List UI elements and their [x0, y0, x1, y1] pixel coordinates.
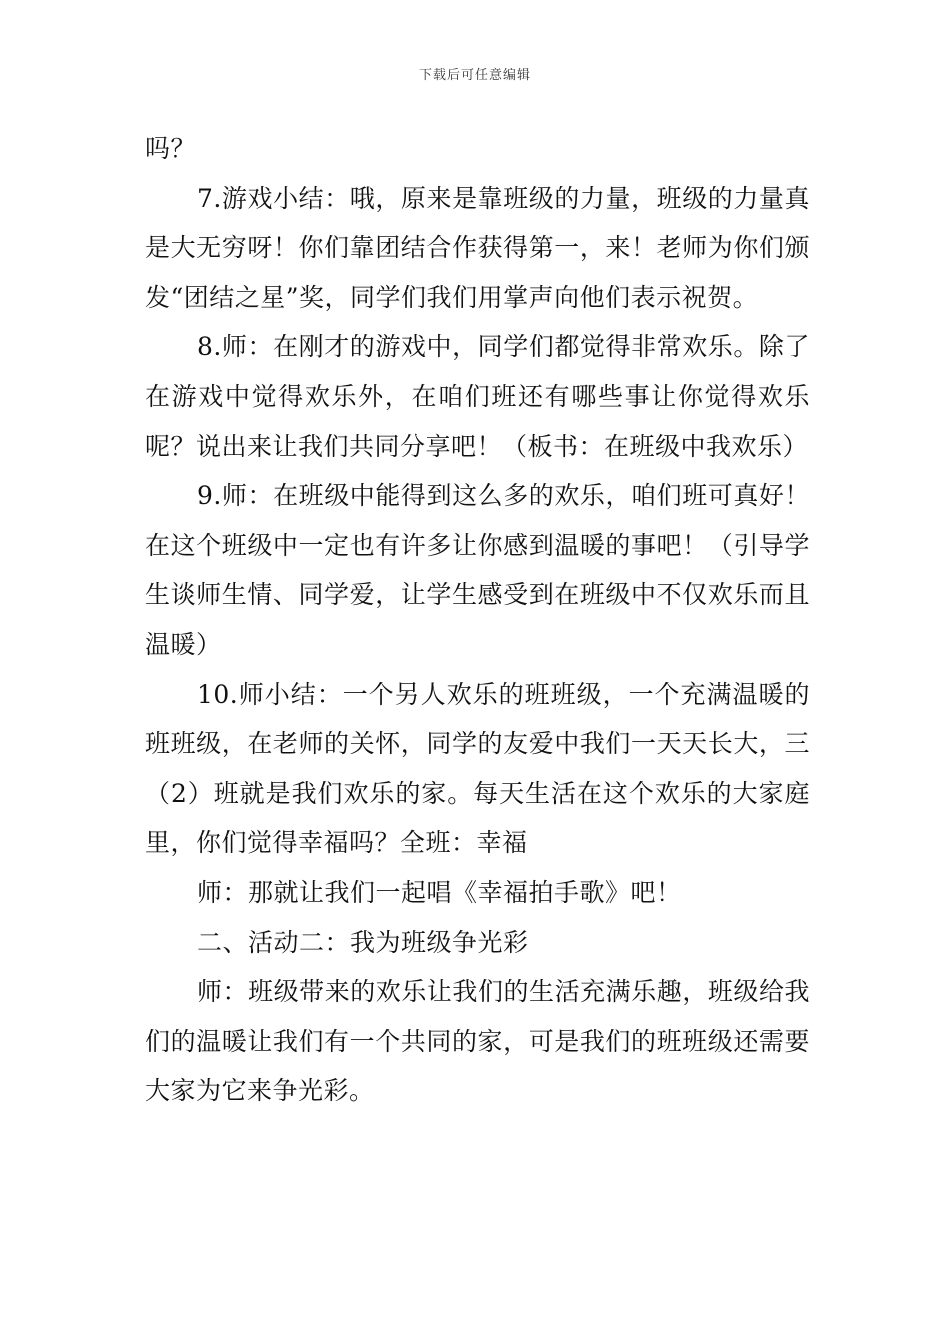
paragraph-continuation: 吗？: [145, 134, 197, 163]
paragraph-item-8: 8.师：在刚才的游戏中，同学们都觉得非常欢乐。除了在游戏中觉得欢乐外，在咱们班还有哪些事让你觉得欢乐呢？说出来让我们共同分享吧！（板书：在班级中我欢乐）: [145, 332, 810, 461]
paragraph-teacher-closing: 师：班级带来的欢乐让我们的生活充满乐趣，班级给我们的温暖让我们有一个共同的家，可是我们的班班级还需要大家为它来争光彩。: [145, 977, 810, 1106]
paragraph-item-10: 10.师小结：一个另人欢乐的班班级，一个充满温暖的班班级，在老师的关怀，同学的友爱中我们一天天长大，三（2）班就是我们欢乐的家。每天生活在这个欢乐的大家庭里，你们觉得幸福吗？全班：幸福: [145, 679, 810, 858]
paragraph-teacher-song: 师：那就让我们一起唱《幸福拍手歌》吧！: [197, 877, 682, 907]
paragraph-item-9: 9.师：在班级中能得到这么多的欢乐，咱们班可真好！在这个班级中一定也有许多让你感到温暖的事吧！（引导学生谈师生情、同学爱，让学生感受到在班级中不仅欢乐而且温暖）: [145, 481, 810, 659]
paragraph-item-7: 7.游戏小结：哦，原来是靠班级的力量，班级的力量真是大无穷呀！你们靠团结合作获得第一，来！老师为你们颁发“团结之星”奖，同学们我们用掌声向他们表示祝贺。: [145, 183, 810, 312]
document-body: [145, 124, 810, 1116]
page-header: 下载后可任意编辑: [418, 68, 531, 83]
section-heading-activity-2: 二、活动二：我为班级争光彩: [197, 927, 529, 957]
